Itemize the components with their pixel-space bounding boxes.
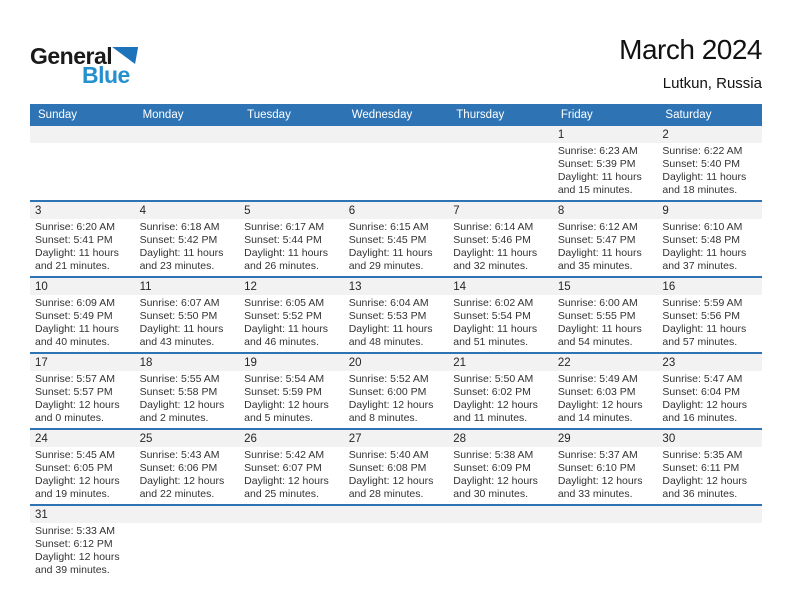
sunrise-text: Sunrise: 6:17 AM (244, 221, 325, 233)
day-number: 11 (139, 280, 152, 293)
daylight-minutes-text: and 37 minutes. (662, 260, 738, 272)
sunset-text: Sunset: 5:44 PM (244, 234, 322, 246)
daylight-text: Daylight: 11 hours (557, 171, 642, 183)
day-number: 9 (662, 204, 669, 217)
sunrise-text: Sunrise: 5:47 AM (662, 373, 743, 385)
sunrise-text: Sunrise: 6:22 AM (662, 145, 743, 157)
day-number: 16 (662, 280, 676, 293)
day-cell (553, 295, 658, 352)
sunset-text: Sunset: 6:05 PM (35, 462, 113, 474)
week-row (30, 430, 762, 506)
day-number: 17 (35, 356, 48, 369)
sunrise-text: Sunrise: 6:07 AM (139, 297, 220, 309)
sunrise-text: Sunrise: 6:12 AM (557, 221, 638, 233)
daylight-minutes-text: and 19 minutes. (35, 488, 110, 500)
weekday-header: Wednesday (351, 109, 413, 121)
daylight-minutes-text: and 51 minutes. (453, 336, 528, 348)
sunrise-text: Sunrise: 6:14 AM (453, 221, 534, 233)
week-row (30, 278, 762, 354)
week-body (30, 219, 762, 276)
weekday-header: Saturday (665, 109, 712, 121)
day-cell (657, 447, 762, 504)
day-number: 13 (348, 280, 362, 293)
logo-text-general: General (30, 43, 113, 69)
sunset-text: Sunset: 6:10 PM (557, 462, 636, 474)
weekday-header: Thursday (456, 109, 505, 121)
sunset-text: Sunset: 6:02 PM (453, 386, 531, 398)
calendar-weeks (30, 126, 762, 580)
sunrise-text: Sunrise: 5:35 AM (662, 449, 743, 461)
week-body (30, 447, 762, 504)
daylight-text: Daylight: 11 hours (35, 247, 119, 259)
sunrise-text: Sunrise: 6:00 AM (557, 297, 638, 309)
daylight-minutes-text: and 23 minutes. (139, 260, 215, 272)
page-title: March 2024 (619, 34, 762, 65)
day-number: 26 (244, 432, 257, 445)
sunrise-text: Sunrise: 6:23 AM (557, 145, 638, 157)
day-number: 15 (557, 280, 571, 293)
daylight-minutes-text: and 22 minutes. (139, 488, 215, 500)
daylight-text: Daylight: 12 hours (557, 399, 643, 411)
day-cell (657, 295, 762, 352)
day-number: 3 (35, 204, 42, 217)
day-number: 30 (662, 432, 676, 445)
day-number: 24 (35, 432, 48, 445)
day-cell (553, 371, 658, 428)
day-number: 23 (662, 356, 676, 369)
empty-day-cell (135, 523, 240, 580)
sunrise-text: Sunrise: 5:59 AM (662, 297, 743, 309)
day-cell (30, 371, 135, 428)
daylight-minutes-text: and 5 minutes. (244, 412, 314, 424)
sunrise-text: Sunrise: 5:40 AM (348, 449, 429, 461)
page-subtitle: Lutkun, Russia (662, 75, 762, 92)
sunrise-text: Sunrise: 5:50 AM (453, 373, 534, 385)
sunset-text: Sunset: 5:58 PM (139, 386, 218, 398)
daylight-text: Daylight: 12 hours (244, 475, 329, 487)
day-number: 2 (662, 128, 669, 141)
daylight-text: Daylight: 12 hours (662, 399, 748, 411)
day-cell (553, 143, 658, 200)
week-row (30, 126, 762, 202)
day-cell (448, 447, 553, 504)
date-strip (30, 126, 762, 143)
sunset-text: Sunset: 5:49 PM (35, 310, 113, 322)
week-body (30, 371, 762, 428)
empty-day-cell (30, 143, 135, 200)
daylight-minutes-text: and 57 minutes. (662, 336, 738, 348)
daylight-minutes-text: and 14 minutes. (557, 412, 633, 424)
day-number: 8 (557, 204, 565, 217)
daylight-text: Daylight: 11 hours (139, 323, 224, 335)
empty-day-cell (344, 143, 449, 200)
day-number: 14 (453, 280, 467, 293)
day-cell (448, 219, 553, 276)
empty-day-cell (553, 523, 658, 580)
daylight-text: Daylight: 11 hours (35, 323, 119, 335)
daylight-text: Daylight: 12 hours (453, 399, 538, 411)
date-strip (30, 506, 762, 523)
sunset-text: Sunset: 6:11 PM (662, 462, 740, 474)
daylight-text: Daylight: 12 hours (139, 399, 225, 411)
daylight-minutes-text: and 30 minutes. (453, 488, 528, 500)
daylight-minutes-text: and 35 minutes. (557, 260, 633, 272)
day-cell (135, 371, 240, 428)
sunset-text: Sunset: 5:54 PM (453, 310, 531, 322)
sunset-text: Sunset: 5:47 PM (557, 234, 636, 246)
week-row (30, 354, 762, 430)
day-cell (344, 219, 449, 276)
sunset-text: Sunset: 6:09 PM (453, 462, 531, 474)
sunrise-text: Sunrise: 5:38 AM (453, 449, 534, 461)
empty-day-cell (135, 143, 240, 200)
day-cell (30, 295, 135, 352)
daylight-minutes-text: and 33 minutes. (557, 488, 633, 500)
day-number: 1 (557, 128, 565, 141)
empty-day-cell (239, 523, 344, 580)
day-number: 10 (35, 280, 48, 293)
week-row (30, 202, 762, 278)
week-row (30, 506, 762, 580)
sunset-text: Sunset: 5:59 PM (244, 386, 322, 398)
day-number: 29 (557, 432, 571, 445)
weekday-header: Friday (560, 109, 593, 121)
sunrise-text: Sunrise: 5:37 AM (557, 449, 638, 461)
day-number: 27 (348, 432, 362, 445)
daylight-text: Daylight: 11 hours (557, 247, 642, 259)
sunset-text: Sunset: 6:08 PM (348, 462, 427, 474)
sunset-text: Sunset: 5:50 PM (139, 310, 218, 322)
empty-day-cell (657, 523, 762, 580)
sunrise-text: Sunrise: 5:52 AM (348, 373, 429, 385)
sunset-text: Sunset: 5:41 PM (35, 234, 113, 246)
empty-day-cell (239, 143, 344, 200)
day-cell (30, 219, 135, 276)
sunset-text: Sunset: 6:00 PM (348, 386, 427, 398)
daylight-minutes-text: and 40 minutes. (35, 336, 110, 348)
sunrise-text: Sunrise: 6:02 AM (453, 297, 534, 309)
daylight-text: Daylight: 11 hours (557, 323, 642, 335)
sunset-text: Sunset: 5:53 PM (348, 310, 427, 322)
weekday-header: Tuesday (247, 109, 291, 121)
day-cell (344, 295, 449, 352)
day-cell (657, 143, 762, 200)
daylight-minutes-text: and 2 minutes. (139, 412, 209, 424)
sunrise-text: Sunrise: 5:54 AM (244, 373, 325, 385)
sunset-text: Sunset: 5:56 PM (662, 310, 741, 322)
sunrise-text: Sunrise: 6:18 AM (139, 221, 220, 233)
daylight-text: Daylight: 11 hours (348, 247, 433, 259)
sunrise-text: Sunrise: 6:05 AM (244, 297, 325, 309)
day-cell (135, 219, 240, 276)
sunset-text: Sunset: 6:04 PM (662, 386, 741, 398)
day-number: 5 (244, 204, 251, 217)
day-cell (553, 447, 658, 504)
daylight-text: Daylight: 11 hours (662, 247, 747, 259)
day-number: 12 (244, 280, 257, 293)
daylight-minutes-text: and 29 minutes. (348, 260, 424, 272)
daylight-minutes-text: and 16 minutes. (662, 412, 738, 424)
sunrise-text: Sunrise: 6:10 AM (662, 221, 743, 233)
day-number: 18 (139, 356, 153, 369)
daylight-text: Daylight: 11 hours (662, 171, 747, 183)
sunset-text: Sunset: 6:07 PM (244, 462, 322, 474)
daylight-text: Daylight: 12 hours (35, 399, 120, 411)
daylight-text: Daylight: 11 hours (348, 323, 433, 335)
day-cell (448, 295, 553, 352)
daylight-minutes-text: and 25 minutes. (244, 488, 319, 500)
weekday-header-row (30, 104, 762, 126)
sunrise-text: Sunrise: 5:45 AM (35, 449, 115, 461)
empty-day-cell (448, 523, 553, 580)
day-number: 6 (348, 204, 356, 217)
daylight-text: Daylight: 11 hours (244, 323, 328, 335)
calendar-table (30, 104, 762, 580)
sunset-text: Sunset: 5:40 PM (662, 158, 741, 170)
day-cell (135, 447, 240, 504)
day-cell (30, 523, 135, 580)
sunset-text: Sunset: 5:45 PM (348, 234, 427, 246)
daylight-minutes-text: and 36 minutes. (662, 488, 738, 500)
week-body (30, 523, 762, 580)
day-number: 21 (453, 356, 467, 369)
day-number: 20 (348, 356, 362, 369)
sunrise-text: Sunrise: 5:33 AM (35, 525, 115, 537)
sunset-text: Sunset: 5:55 PM (557, 310, 636, 322)
daylight-minutes-text: and 39 minutes. (35, 564, 110, 576)
day-number: 7 (453, 204, 460, 217)
sunset-text: Sunset: 5:48 PM (662, 234, 741, 246)
daylight-minutes-text: and 8 minutes. (348, 412, 418, 424)
day-number: 25 (139, 432, 153, 445)
sunset-text: Sunset: 5:39 PM (557, 158, 636, 170)
daylight-text: Daylight: 11 hours (139, 247, 224, 259)
daylight-text: Daylight: 11 hours (244, 247, 328, 259)
day-number: 22 (557, 356, 571, 369)
daylight-minutes-text: and 43 minutes. (139, 336, 215, 348)
day-cell (657, 371, 762, 428)
sunrise-text: Sunrise: 6:20 AM (35, 221, 115, 233)
sunrise-text: Sunrise: 5:55 AM (139, 373, 220, 385)
day-cell (30, 447, 135, 504)
daylight-minutes-text: and 54 minutes. (557, 336, 633, 348)
daylight-text: Daylight: 12 hours (35, 475, 120, 487)
day-cell (344, 447, 449, 504)
sunrise-text: Sunrise: 6:15 AM (348, 221, 429, 233)
day-cell (344, 371, 449, 428)
sunset-text: Sunset: 5:52 PM (244, 310, 322, 322)
sunset-text: Sunset: 5:42 PM (139, 234, 218, 246)
weekday-header: Monday (142, 109, 184, 121)
weekday-header: Sunday (38, 109, 78, 121)
sunset-text: Sunset: 6:12 PM (35, 538, 113, 550)
daylight-text: Daylight: 12 hours (348, 475, 434, 487)
sunrise-text: Sunrise: 5:49 AM (557, 373, 638, 385)
day-number: 31 (35, 508, 48, 521)
day-cell (553, 219, 658, 276)
daylight-minutes-text: and 15 minutes. (557, 184, 633, 196)
sunrise-text: Sunrise: 5:42 AM (244, 449, 325, 461)
day-cell (239, 219, 344, 276)
logo-text-blue: Blue (82, 62, 130, 88)
daylight-minutes-text: and 18 minutes. (662, 184, 738, 196)
empty-day-cell (448, 143, 553, 200)
week-body (30, 295, 762, 352)
daylight-text: Daylight: 12 hours (348, 399, 434, 411)
empty-day-cell (344, 523, 449, 580)
daylight-text: Daylight: 12 hours (557, 475, 643, 487)
date-strip (30, 202, 762, 219)
day-number: 4 (139, 204, 146, 217)
day-number: 28 (453, 432, 467, 445)
sunrise-text: Sunrise: 5:43 AM (139, 449, 220, 461)
week-body (30, 143, 762, 200)
daylight-minutes-text: and 46 minutes. (244, 336, 319, 348)
sunset-text: Sunset: 6:03 PM (557, 386, 636, 398)
daylight-minutes-text: and 11 minutes. (453, 412, 528, 424)
day-cell (657, 219, 762, 276)
date-strip (30, 354, 762, 371)
daylight-minutes-text: and 32 minutes. (453, 260, 528, 272)
sunset-text: Sunset: 6:06 PM (139, 462, 218, 474)
daylight-text: Daylight: 12 hours (139, 475, 225, 487)
daylight-text: Daylight: 12 hours (35, 551, 120, 563)
day-number: 19 (244, 356, 257, 369)
daylight-text: Daylight: 12 hours (453, 475, 538, 487)
daylight-text: Daylight: 11 hours (453, 247, 538, 259)
daylight-minutes-text: and 26 minutes. (244, 260, 319, 272)
daylight-text: Daylight: 12 hours (244, 399, 329, 411)
daylight-text: Daylight: 11 hours (662, 323, 747, 335)
daylight-text: Daylight: 12 hours (662, 475, 748, 487)
daylight-minutes-text: and 48 minutes. (348, 336, 424, 348)
date-strip (30, 430, 762, 447)
sunrise-text: Sunrise: 6:09 AM (35, 297, 115, 309)
day-cell (135, 295, 240, 352)
day-cell (448, 371, 553, 428)
day-cell (239, 447, 344, 504)
daylight-minutes-text: and 0 minutes. (35, 412, 104, 424)
sunset-text: Sunset: 5:57 PM (35, 386, 113, 398)
daylight-text: Daylight: 11 hours (453, 323, 538, 335)
date-strip (30, 278, 762, 295)
day-cell (239, 295, 344, 352)
daylight-minutes-text: and 21 minutes. (35, 260, 110, 272)
daylight-minutes-text: and 28 minutes. (348, 488, 424, 500)
sunset-text: Sunset: 5:46 PM (453, 234, 531, 246)
day-cell (239, 371, 344, 428)
sunrise-text: Sunrise: 5:57 AM (35, 373, 115, 385)
general-blue-logo (30, 45, 138, 87)
sunrise-text: Sunrise: 6:04 AM (348, 297, 429, 309)
